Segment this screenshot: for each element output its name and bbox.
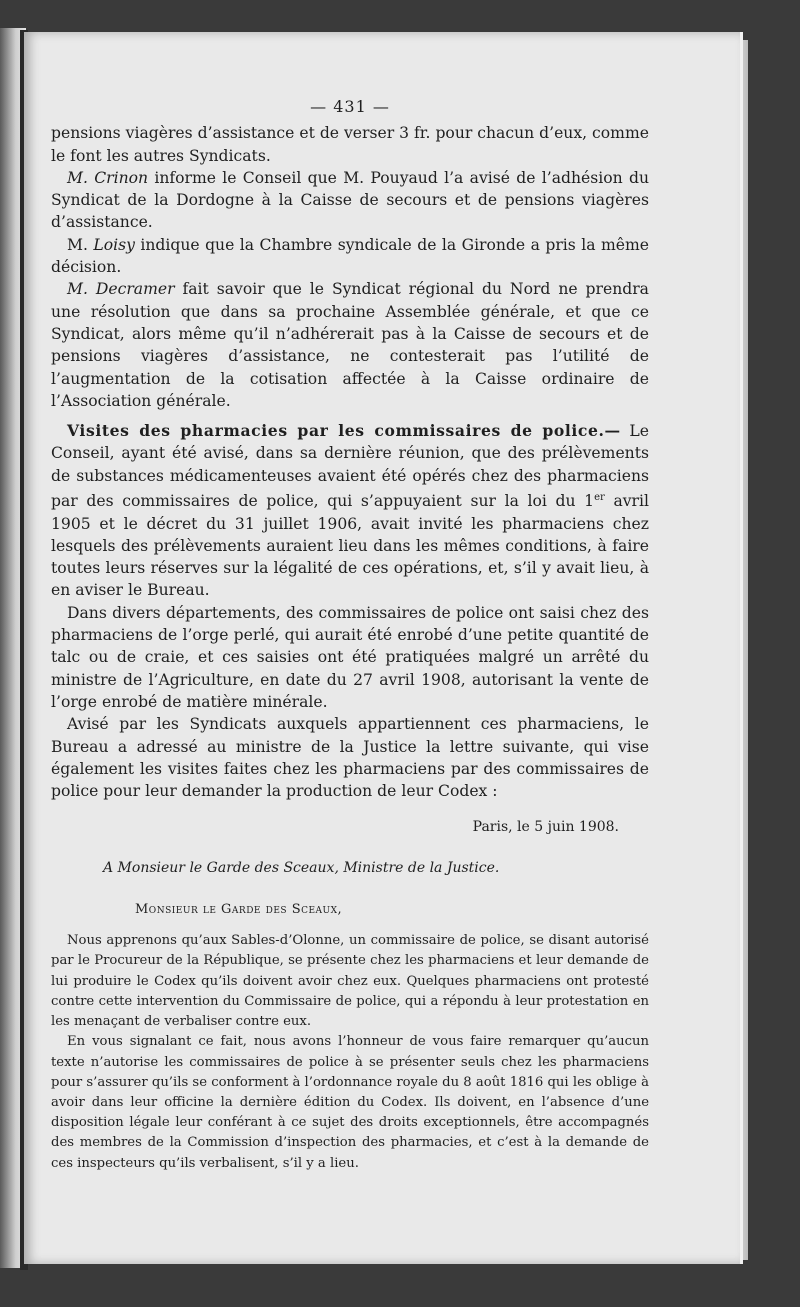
letter-paragraph: En vous signalant ce fait, nous avons l’honneur de vous faire remarquer qu’aucun texte n’autorise les commissaires de police à se présenter seuls chez les pharmaciens pour s’assurer qu’ils se conforment à l’ordonnance royale du 8 août 1816 qui les oblige à avoir dans leur officine la dernière édition du Codex. Ils doivent, en l’absence d’une disposition légale leur conférant à ce sujet des droits exceptionnels, être accompagnés des membres de la Commission d’inspection des pharmacies, et c’est à la demande de ces inspecteurs qu’ils verbalisent, s’il y a lieu.	[51, 1034, 649, 1171]
paragraph-bureau: Avisé par les Syndicats auxquels appartiennent ces pharmaciens, le Bureau a adressé au ministre de la Justice la lettre suivante, qui vise également les visites faites chez les pharmaciens par des commissaires de police pour leur demander la production de leur Codex :	[51, 715, 649, 801]
speaker-name: M. Decramer	[67, 280, 175, 299]
section-title: Visites des pharmacies par les commissaires de police.—	[67, 421, 621, 441]
letter-addressee: A Monsieur le Garde des Sceaux, Ministre de la Justice.	[103, 859, 500, 876]
paragraph-decramer: M. Decramer fait savoir que le Syndicat régional du Nord ne prendra une résolution que dans sa prochaine Assemblée générale, et que ce Syndicat, alors même qu’il n’adhérerait pas à la Caisse de secours et de pensions viagères d’assistance, ne contesterait pas l’utilité de l’augmentation de la cotisation affectée à la Caisse ordinaire de l’Association générale.	[51, 280, 649, 410]
paragraph-crinon: M. Crinon informe le Conseil que M. Pouyaud l’a avisé de l’adhésion du Syndicat de la Dordogne à la Caisse de secours et de pensions viagères d’assistance.	[51, 168, 649, 232]
letter-body	[51, 931, 649, 1173]
letter-date: Paris, le 5 juin 1908.	[472, 819, 619, 836]
paragraph-loisy: M. Loisy indique que la Chambre syndicale de la Gironde a pris la même décision.	[51, 235, 649, 277]
paragraph-orge: Dans divers départements, des commissaires de police ont saisi chez des pharmaciens de l’orge perlé, qui aurait été enrobé d’une petite quantité de talc ou de craie, et ces saisies ont été pratiquées malgré un arrêté du ministre de l’Agriculture, en date du 27 avril 1908, autorisant la vente de l’orge enrobé de matière minérale.	[51, 603, 649, 711]
superscript: er	[594, 492, 605, 504]
paragraph-1: pensions viagères d’assistance et de verser 3 fr. pour chacun d’eux, comme le font les autres Syndicats.	[51, 124, 649, 165]
letter-paragraph: Nous apprenons qu’aux Sables-d’Olonne, un commissaire de police, se disant autorisé par le Procureur de la République, se présente chez les pharmaciens et leur demande de lui produire le Codex qu’ils doivent avoir chez eux. Quelques pharmaciens ont protesté contre cette intervention du Commissaire de police, qui a répondu à leur protestation en les menaçant de verbaliser contre eux.	[51, 933, 649, 1030]
speaker-name: Loisy	[93, 235, 135, 254]
section-paragraph: Visites des pharmacies par les commissaires de police.— Le Conseil, ayant été avisé, dans sa dernière réunion, que des prélèvements de substances médicamenteuses avaient été opérés chez des pharmaciens par des commissaires de police, qui s’appuyaient sur la loi du 1er avril 1905 et le décret du 31 juillet 1906, avait invité les pharmaciens chez lesquels des prélèvements auraient lieu dans les mêmes conditions, à faire toutes leurs réserves sur la légalité de ces opérations, et, s’il y avait lieu, à en aviser le Bureau.	[51, 421, 649, 600]
page-number: — 431 —	[310, 97, 390, 116]
letter-salutation: Monsieur le Garde des Sceaux,	[135, 901, 343, 917]
page-content	[51, 96, 649, 1174]
speaker-name: M. Crinon	[67, 168, 149, 187]
